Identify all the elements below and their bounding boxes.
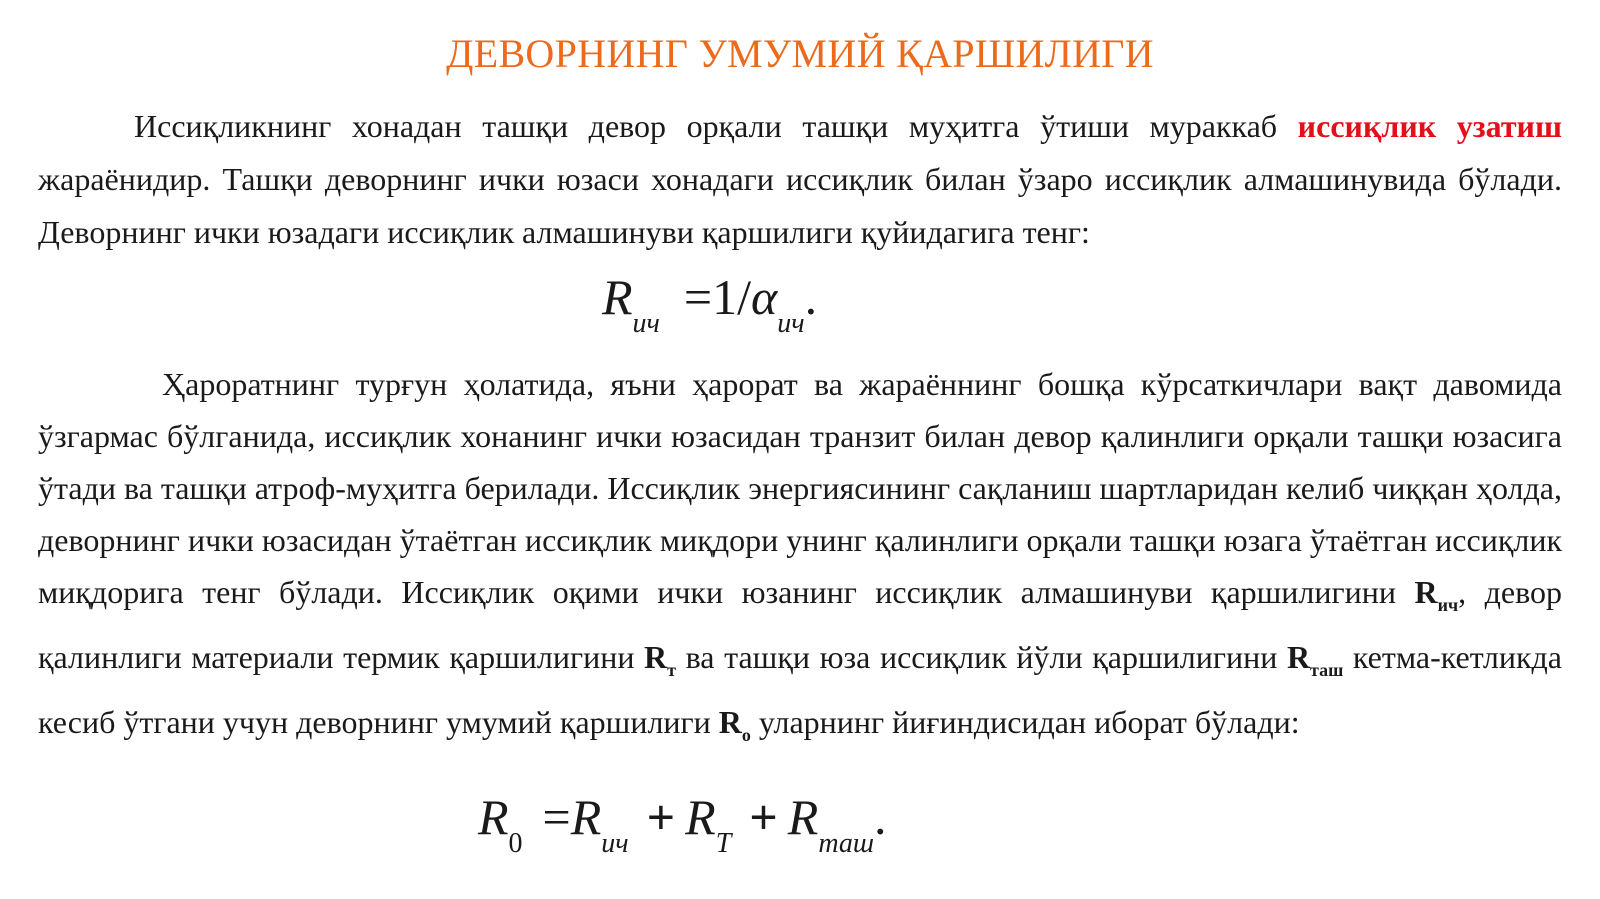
paragraph-intro — [38, 100, 1562, 259]
formula1-dot: . — [804, 269, 818, 325]
formula2-sub-ich: ич — [601, 828, 629, 859]
steady-text-1: Ҳароратнинг турғун ҳолатида, яъни ҳарорат ва жараённинг бошқа кўрсаткичлари вақт давомида ўзгармас бўлганида, иссиқлик хонанинг ички юзасидан транзит билан девор қалинлиги орқали ташқи юзасига ўтади ва ташқи атроф-муҳитга берилади. Иссиқлик энергиясининг сақланиш шартларидан келиб чиққан ҳолда, деворнинг ички юзасидан ўтаётган иссиқлик миқдори унинг қалинлиги орқали ташқи юзага ўтаётган иссиқлик миқдорига тенг бўлади. Иссиқлик оқими ички юзанинг иссиқлик алмашинуви қаршилигини — [38, 366, 1562, 610]
formula2-R0: R — [478, 789, 509, 845]
formula1-R: R — [602, 269, 633, 325]
formula2-plus-1: + — [646, 789, 676, 845]
formula1-alpha: α — [751, 269, 778, 325]
formula2-sub-0: 0 — [508, 828, 523, 859]
steady-text-5: уларнинг йиғиндисидан иборат бўлади: — [750, 704, 1300, 740]
steady-text-3: ва ташқи юза иссиқлик йўли қаршилигини — [676, 639, 1287, 675]
paragraph-steady-state — [38, 358, 1562, 761]
formula1-alpha-sub: ич — [777, 308, 805, 339]
symbol-R-tash: $R_{таш}$ — [1286, 639, 1344, 680]
page-title: ДЕВОРНИНГ УМУМИЙ ҚАРШИЛИГИ — [446, 31, 1154, 76]
formula2-plus-2: + — [749, 789, 778, 845]
symbol-R-ich: $R_{ич}$ — [1414, 574, 1459, 615]
formula2-sub-tash: таш — [818, 828, 875, 859]
intro-text-2: жараёнидир. Ташқи деворнинг ички юзаси хонадаги иссиқлик билан ўзаро иссиқлик алмашинувида бўлади. Деворнинг ички юзадаги иссиқлик алмашинуви қаршилиги қуйидагига тенг: — [38, 161, 1562, 250]
symbol-R-t: $R_т$ — [644, 639, 676, 680]
steady-text-4: кетма-кетликда кесиб ўтгани учун деворнинг умумий қаршилиги — [38, 639, 1563, 740]
formula1-slash: / — [737, 269, 752, 325]
formula1-sub-ich: ич — [632, 308, 660, 339]
highlight-heat-transfer: иссиқлик узатиш — [1297, 108, 1563, 144]
intro-text-1: Иссиқликнинг хонадан ташқи девор орқали ташқи муҳитга ўтиши мураккаб — [134, 108, 1298, 144]
formula2-sub-T: T — [715, 828, 732, 859]
steady-text-2: , девор қалинлиги материали термик қаршилигини — [38, 574, 1563, 675]
formula2-equals: = — [542, 789, 571, 845]
formula-total-resistance — [478, 788, 887, 860]
formula1-one: 1 — [712, 269, 738, 325]
formula-inner-resistance — [602, 268, 817, 340]
formula2-R-tash: R — [787, 789, 819, 845]
formula2-R-T: R — [685, 789, 716, 845]
formula2-R-ich: R — [570, 789, 602, 845]
formula1-equals: = — [683, 269, 713, 325]
formula2-dot: . — [874, 789, 887, 845]
symbol-R-o: $R_о$ — [718, 704, 751, 745]
